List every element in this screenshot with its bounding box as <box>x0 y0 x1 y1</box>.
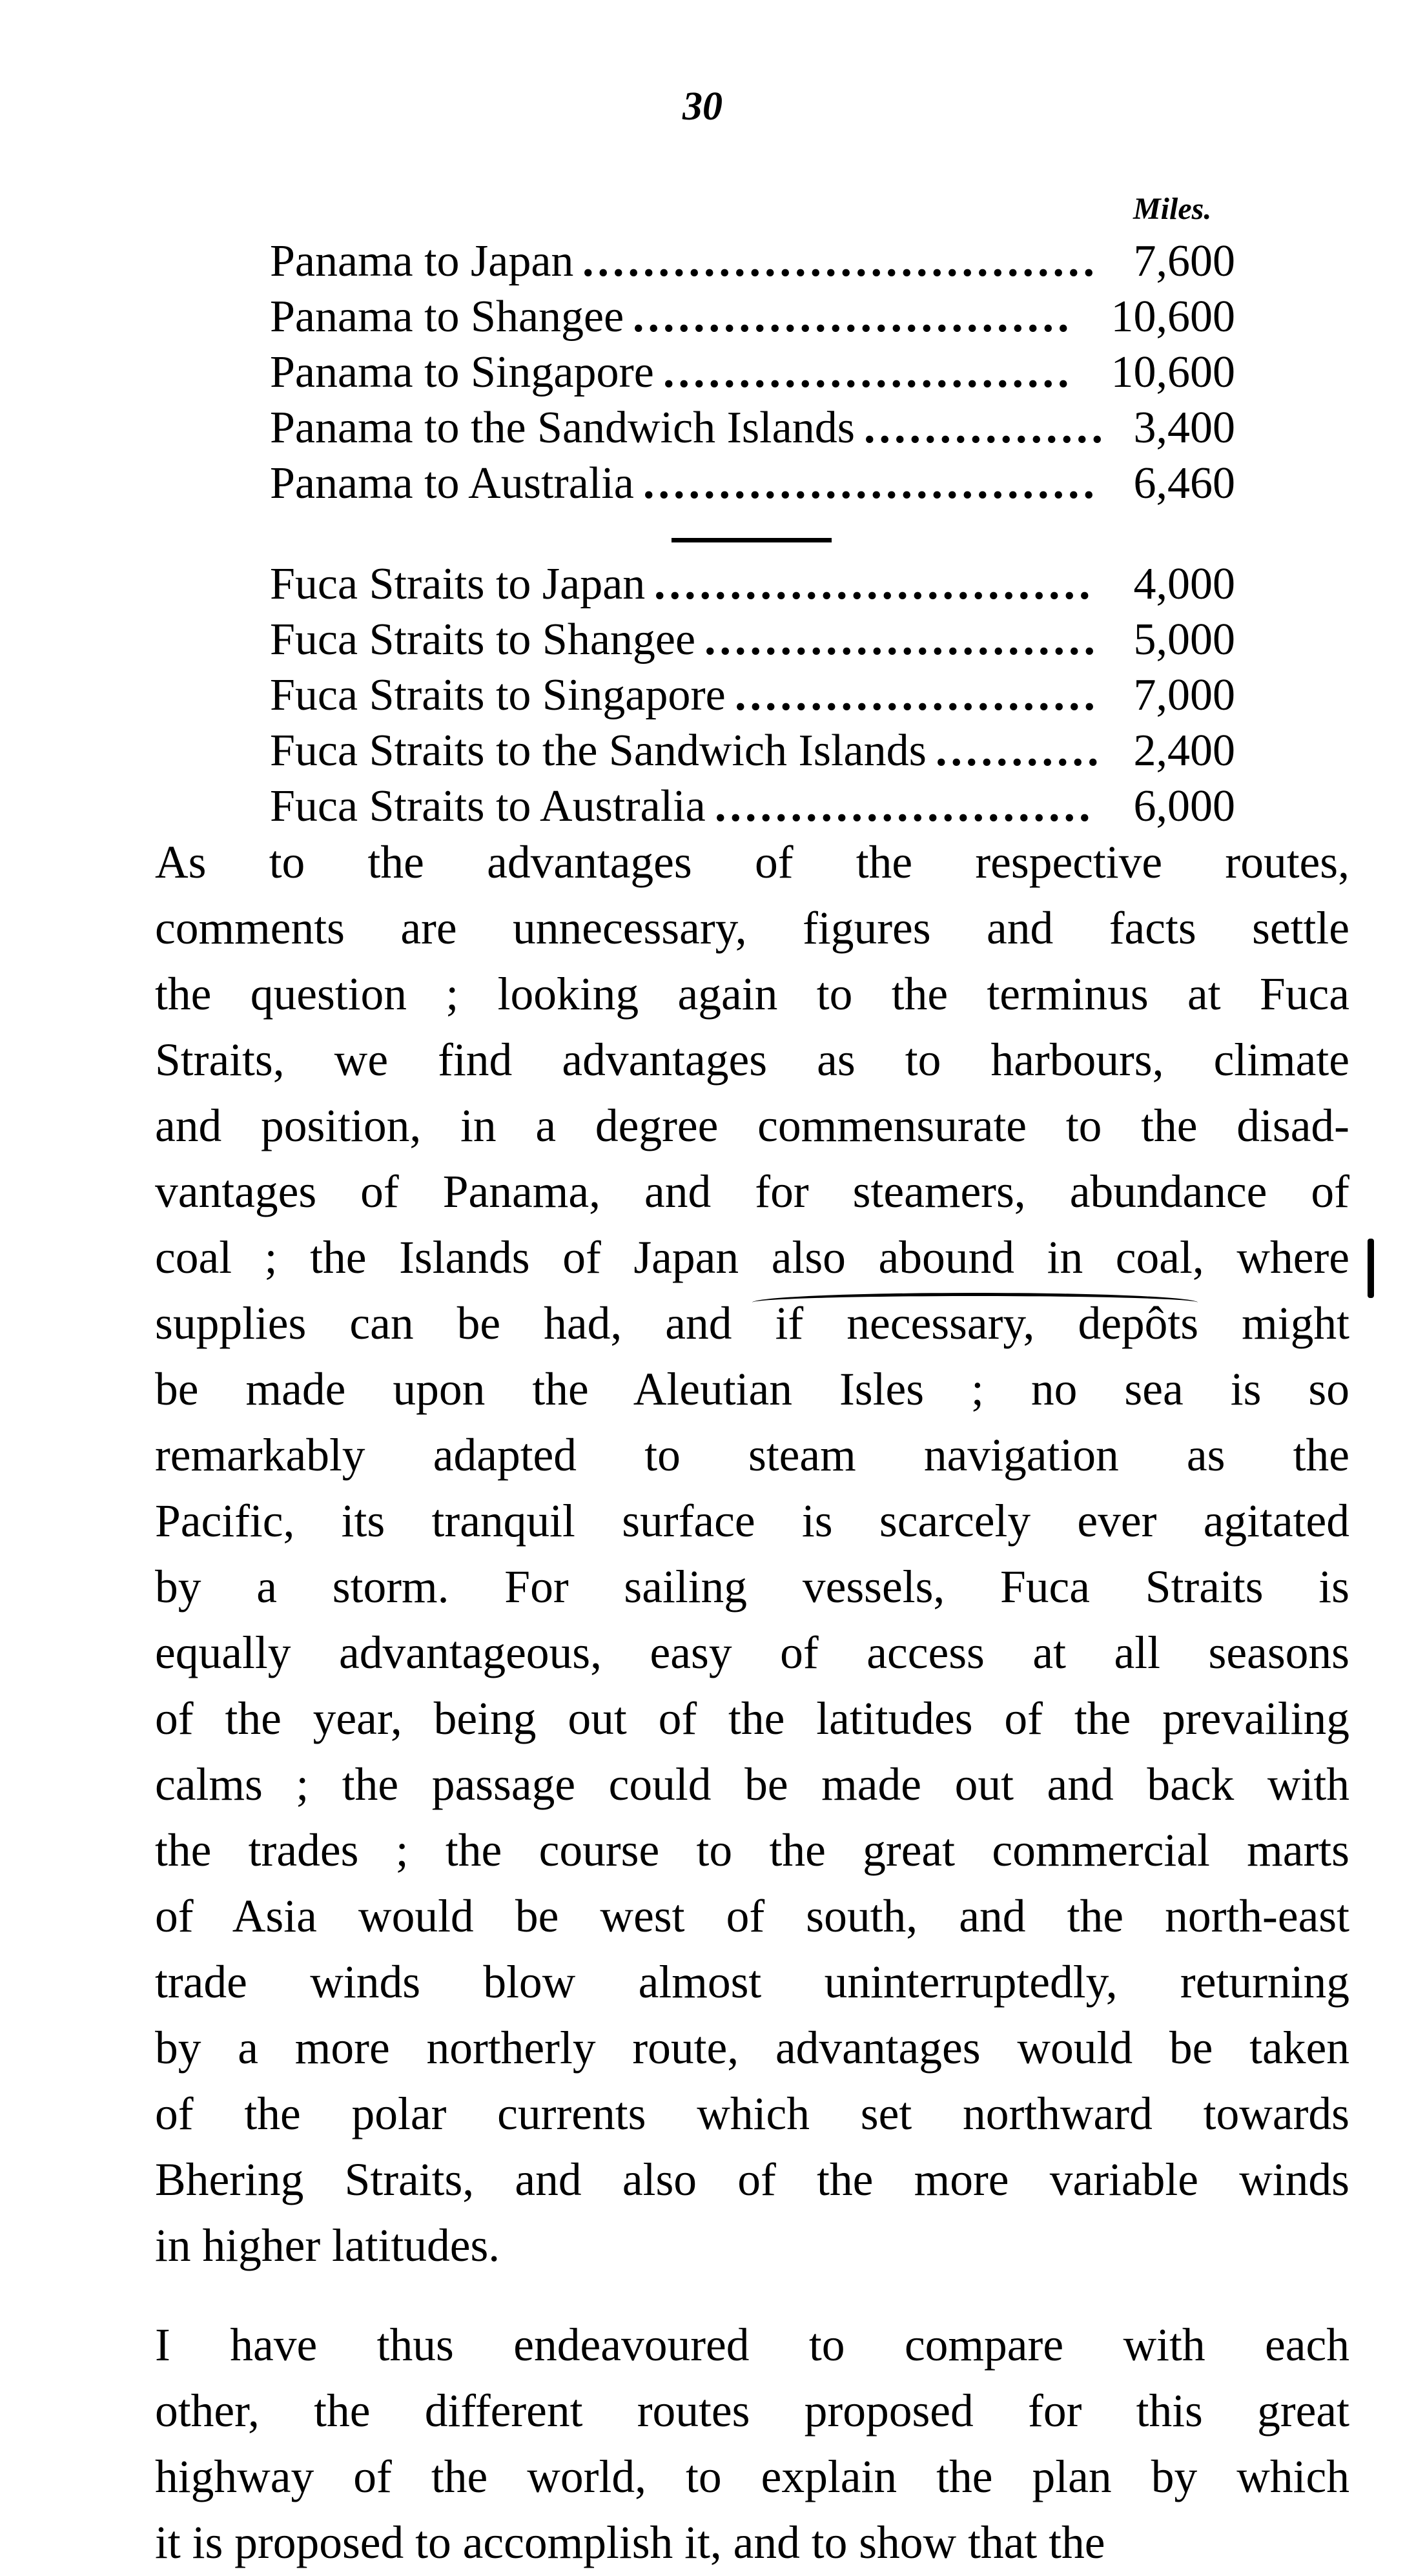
paragraph-line: calms ; the passage could be made out and back with <box>155 1759 1349 1810</box>
paragraph-line: equally advantageous, easy of access at all seasons <box>155 1627 1349 1678</box>
paragraph-line: of Asia would be west of south, and the north-east <box>155 1891 1349 1942</box>
route-name: Panama to the Sandwich Islands <box>270 403 855 453</box>
route-name: Fuca Straits to Australia <box>270 781 706 831</box>
route-name: Panama to Shangee <box>270 292 624 342</box>
dot-leader: ............................. <box>633 292 1073 342</box>
route-name: Panama to Japan <box>270 236 574 286</box>
paragraph-routes-advantages <box>155 830 1349 2279</box>
route-name: Panama to Singapore <box>270 347 654 397</box>
paragraph-line: As to the advantages of the respective routes, <box>155 837 1349 888</box>
paragraph-line: Bhering Straits, and also of the more variable winds <box>155 2154 1349 2205</box>
dot-leader: .................................. <box>582 236 1098 286</box>
dot-leader: ................ <box>864 403 1107 453</box>
paragraph-line: supplies can be had, and if necessary, depôts might <box>155 1298 1349 1349</box>
paragraph-line: vantages of Panama, and for steamers, abundance of <box>155 1166 1349 1217</box>
route-name: Fuca Straits to Singapore <box>270 670 726 720</box>
table-row <box>270 345 1235 400</box>
paragraph-line: and position, in a degree commensurate to the disad- <box>155 1100 1349 1151</box>
route-name: Fuca Straits to Shangee <box>270 615 696 665</box>
margin-bar-mark <box>1368 1239 1374 1298</box>
table-row <box>270 400 1235 456</box>
paragraph-line: by a more northerly route, advantages would be taken <box>155 2023 1349 2074</box>
paragraph-conclusion <box>155 2313 1349 2576</box>
table-row <box>270 779 1235 834</box>
paragraph-line: remarkably adapted to steam navigation as the <box>155 1430 1349 1481</box>
route-distance: 4,000 <box>1133 559 1235 609</box>
dot-leader: ............................. <box>654 559 1094 609</box>
table-row <box>270 557 1235 612</box>
dot-leader: ........... <box>936 726 1103 776</box>
paragraph-line: it is proposed to accomplish it, and to show that the <box>155 2517 1105 2568</box>
paragraph-line: by a storm. For sailing vessels, Fuca Straits is <box>155 1561 1349 1613</box>
paragraph-line: Pacific, its tranquil surface is scarcely ever agitated <box>155 1496 1349 1547</box>
miles-column-heading: Miles. <box>1133 192 1212 226</box>
dot-leader: ........................ <box>735 670 1099 720</box>
table-row <box>270 234 1235 289</box>
route-name: Fuca Straits to the Sandwich Islands <box>270 726 927 776</box>
table-row <box>270 456 1235 511</box>
table-row <box>270 289 1235 345</box>
paragraph-line: in higher latitudes. <box>155 2220 500 2271</box>
dot-leader: ......................... <box>715 781 1094 831</box>
route-distance: 6,460 <box>1133 459 1235 508</box>
route-distance: 7,600 <box>1133 236 1235 286</box>
paragraph-line: other, the different routes proposed for this great <box>155 2385 1349 2437</box>
dot-leader: .......................... <box>704 615 1099 665</box>
paragraph-line: the question ; looking again to the terminus at Fuca <box>155 969 1349 1020</box>
paragraph-line: comments are unnecessary, figures and facts settle <box>155 903 1349 954</box>
route-distance: 7,000 <box>1133 670 1235 720</box>
section-divider <box>672 538 832 542</box>
page-number: 30 <box>682 85 723 129</box>
paragraph-line: coal ; the Islands of Japan also abound in coal, where <box>155 1232 1349 1283</box>
paragraph-line: I have thus endeavoured to compare with each <box>155 2320 1349 2371</box>
paragraph-line: be made upon the Aleutian Isles ; no sea is so <box>155 1364 1349 1415</box>
paragraph-line: highway of the world, to explain the plan by which <box>155 2451 1349 2502</box>
route-name: Panama to Australia <box>270 459 634 508</box>
route-name: Fuca Straits to Japan <box>270 559 646 609</box>
paragraph-line: of the polar currents which set northward towards <box>155 2088 1349 2139</box>
route-distance: 6,000 <box>1133 781 1235 831</box>
dot-leader: ........................... <box>663 347 1073 397</box>
route-distance: 10,600 <box>1111 347 1235 397</box>
paragraph-line: of the year, being out of the latitudes of the prevailing <box>155 1693 1349 1744</box>
table-row <box>270 612 1235 668</box>
dot-leader: .............................. <box>643 459 1098 508</box>
route-distance: 3,400 <box>1133 403 1235 453</box>
paragraph-line: the trades ; the course to the great commercial marts <box>155 1825 1349 1876</box>
route-distance: 5,000 <box>1133 615 1235 665</box>
table-row <box>270 723 1235 779</box>
paragraph-line: Straits, we find advantages as to harbours, climate <box>155 1035 1349 1086</box>
paragraph-line: trade winds blow almost uninterruptedly, returning <box>155 1957 1349 2008</box>
table-row <box>270 668 1235 723</box>
route-distance: 2,400 <box>1133 726 1235 776</box>
route-distance: 10,600 <box>1111 292 1235 342</box>
